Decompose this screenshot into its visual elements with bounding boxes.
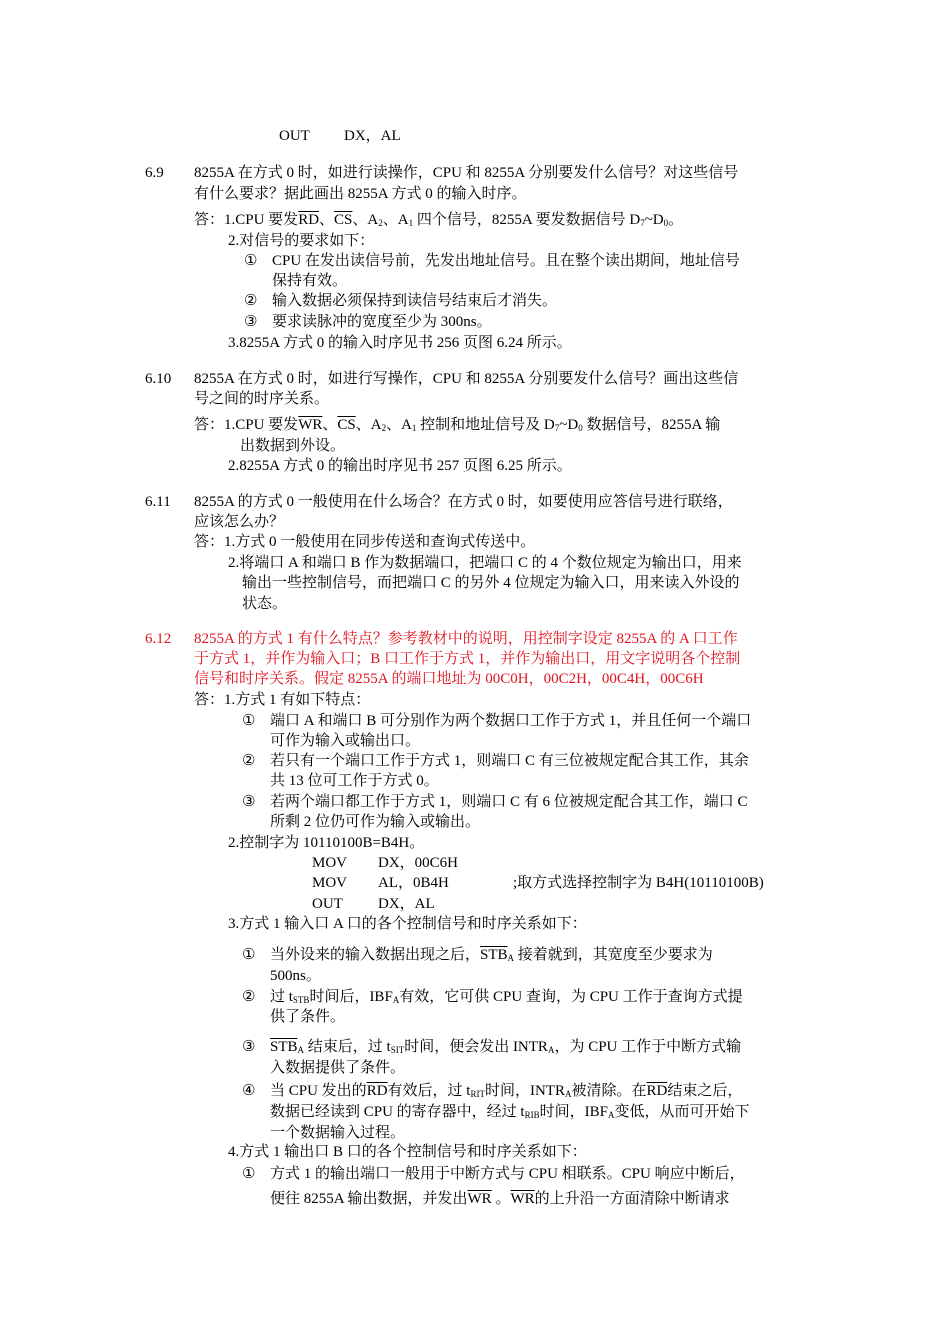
code-arg: DX，AL xyxy=(378,896,435,912)
question-text: 有什么要求？据此画出 8255A 方式 0 的输入时序。 xyxy=(194,186,527,202)
list-item: 500ns。 xyxy=(270,968,321,984)
list-marker: ① xyxy=(244,253,258,269)
list-item: 供了条件。 xyxy=(270,1009,346,1025)
list-item: CPU 在发出读信号前，先发出地址信号。且在整个读出期间，地址信号 xyxy=(272,253,740,269)
list-marker: ② xyxy=(244,293,258,309)
answer-line: 输出一些控制信号，而把端口 C 的另外 4 位规定为输入口，用来读入外设的 xyxy=(242,575,740,591)
code-comment: ;取方式选择控制字为 B4H(10110100B) xyxy=(513,875,764,891)
question-text: 8255A 在方式 0 时，如进行写操作，CPU 和 8255A 分别要发什么信号？画出这些信 xyxy=(194,371,739,387)
answer-line: 3.方式 1 输入口 A 口的各个控制信号和时序关系如下： xyxy=(228,916,587,932)
answer-line: 4.方式 1 输出口 B 口的各个控制信号和时序关系如下： xyxy=(228,1144,587,1160)
list-item: 所剩 2 位仍可作为输入或输出。 xyxy=(270,814,481,830)
question-number: 6.11 xyxy=(145,494,171,510)
list-marker: ① xyxy=(242,713,256,729)
question-text: 8255A 在方式 0 时，如进行读操作，CPU 和 8255A 分别要发什么信号？对这些信号 xyxy=(194,165,739,181)
code-op: OUT xyxy=(279,128,310,144)
question-text: 于方式 1，并作为输入口；B 口工作于方式 1，并作为输出口，用文字说明各个控制 xyxy=(194,651,741,667)
code-op: MOV xyxy=(312,875,348,891)
list-item: 端口 A 和端口 B 可分别作为两个数据口工作于方式 1，并且任何一个端口 xyxy=(270,713,752,729)
code-op: OUT xyxy=(312,896,343,912)
list-item: 便往 8255A 输出数据，并发出$\overline{WR}$ 。$\overline{WR}$的上升沿一方面清除中断请求 xyxy=(270,1191,730,1207)
list-item: 可作为输入或输出口。 xyxy=(270,733,421,749)
list-item: 数据已经读到 CPU 的寄存器中，经过 $t_{RIB}$时间，$IBF_A$变低，从而可开始下 xyxy=(270,1104,750,1120)
list-marker: ① xyxy=(242,947,256,963)
question-text: 8255A 的方式 0 一般使用在什么场合？在方式 0 时，如要使用应答信号进行联络， xyxy=(194,494,733,510)
answer-line: 2.8255A 方式 0 的输出时序见书 257 页图 6.25 所示。 xyxy=(228,458,572,474)
list-marker: ③ xyxy=(242,1039,256,1055)
answer-line: 3.8255A 方式 0 的输入时序见书 256 页图 6.24 所示。 xyxy=(228,335,572,351)
list-item: 当 CPU 发出的$\overline{RD}$有效后，过 $t_{RIT}$时间，$INTR_A$被清除。在$\overline{RD}$结束之后， xyxy=(270,1083,743,1099)
list-item: 输入数据必须保持到读信号结束后才消失。 xyxy=(272,293,558,309)
answer-line: 答：1.方式 1 有如下特点： xyxy=(194,692,371,708)
question-number: 6.10 xyxy=(145,371,172,387)
list-marker: ① xyxy=(242,1166,256,1182)
list-marker: ② xyxy=(242,989,256,1005)
list-item: 当外设来的输入数据出现之后，$\overline{STB}_A$ 接着就到，其宽度至少要求为 xyxy=(270,947,713,963)
list-item: 方式 1 的输出端口一般用于中断方式与 CPU 相联系。CPU 响应中断后， xyxy=(270,1166,745,1182)
code-arg: DX，00C6H xyxy=(378,855,459,871)
answer-line: 答：1.CPU 要发$\overline{WR}$、$\overline{CS}$、$A_2$、$A_1$ 控制和地址信号及 $D_7\sim D_0$ 数据信号，8255A 输 xyxy=(194,417,721,433)
list-item: 一个数据输入过程。 xyxy=(270,1125,406,1141)
list-item: 过 $t_{STB}$时间后，$IBF_A$有效，它可供 CPU 查询，为 CPU 工作于查询方式提 xyxy=(270,989,743,1005)
question-text: 应该怎么办？ xyxy=(194,514,285,530)
list-item: 若两个端口都工作于方式 1，则端口 C 有 6 位被规定配合其工作，端口 C xyxy=(270,794,748,810)
list-marker: ② xyxy=(242,753,256,769)
question-text: 信号和时序关系。假定 8255A 的端口地址为 00C0H，00C2H，00C4H，00C6H xyxy=(194,671,704,687)
code-op: MOV xyxy=(312,855,348,871)
answer-line: 2.将端口 A 和端口 B 作为数据端口，把端口 C 的 4 个数位规定为输出口，用来 xyxy=(228,555,742,571)
answer-line: 2.对信号的要求如下： xyxy=(228,233,375,249)
question-text: 8255A 的方式 1 有什么特点？参考教材中的说明，用控制字设定 8255A 的 A 口工作 xyxy=(194,631,738,647)
question-number: 6.9 xyxy=(145,165,164,181)
answer-line: 出数据到外设。 xyxy=(240,438,346,454)
code-arg: DX，AL xyxy=(344,128,401,144)
answer-line: 答：1.方式 0 一般使用在同步传送和查询式传送中。 xyxy=(194,534,536,550)
list-item: 入数据提供了条件。 xyxy=(270,1060,406,1076)
list-marker: ③ xyxy=(242,794,256,810)
list-item: 要求读脉冲的宽度至少为 300ns。 xyxy=(272,314,492,330)
list-item: 共 13 位可工作于方式 0。 xyxy=(270,773,439,789)
list-item: 保持有效。 xyxy=(272,273,348,289)
list-item: $\overline{STB}_A$ 结束后，过 $t_{SIT}$时间，便会发出 $INTR_A$，为 CPU 工作于中断方式输 xyxy=(270,1039,742,1055)
answer-line: 状态。 xyxy=(242,596,288,612)
list-item: 若只有一个端口工作于方式 1，则端口 C 有三位被规定配合其工作，其余 xyxy=(270,753,749,769)
answer-line: 2.控制字为 10110100B=B4H。 xyxy=(228,835,425,851)
question-number: 6.12 xyxy=(145,631,172,647)
question-text: 号之间的时序关系。 xyxy=(194,391,330,407)
list-marker: ④ xyxy=(242,1083,256,1099)
code-arg: AL，0B4H xyxy=(378,875,449,891)
list-marker: ③ xyxy=(244,314,258,330)
answer-line: 答：1.CPU 要发$\overline{RD}$、$\overline{CS}$、$A_2$、$A_1$ 四个信号，8255A 要发数据信号 $D_7\sim D_0$。 xyxy=(194,212,684,228)
